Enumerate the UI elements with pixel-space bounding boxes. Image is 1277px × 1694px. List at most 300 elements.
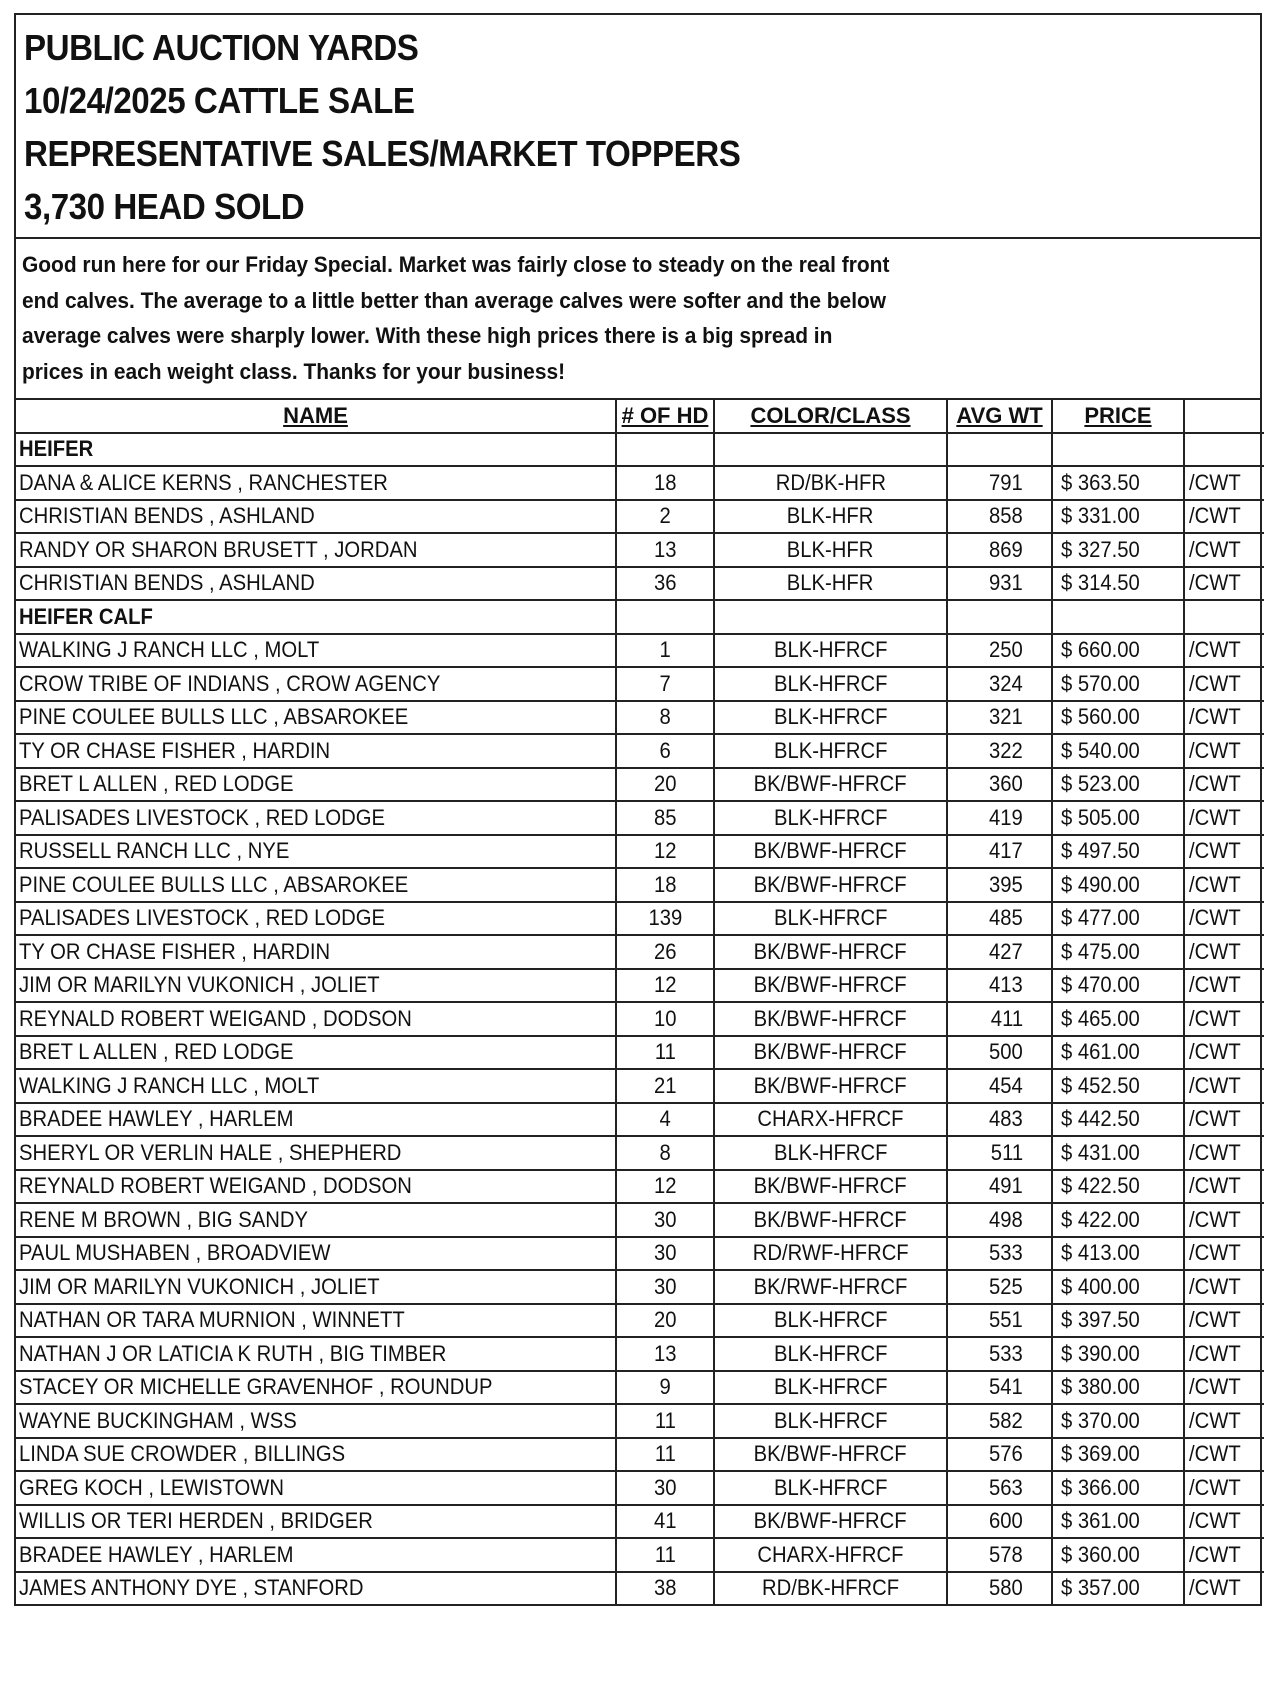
seller-name-cell	[16, 1203, 616, 1237]
avg-weight-cell	[947, 935, 1052, 969]
price-unit: /CWT	[1189, 871, 1241, 897]
color-class: BLK-HFRCF	[773, 1474, 888, 1500]
head-count-cell	[616, 835, 714, 869]
avg-weight-cell	[947, 1438, 1052, 1472]
seller-name: CHRISTIAN BENDS , ASHLAND	[19, 503, 315, 529]
table-row	[16, 835, 1264, 869]
empty-cell	[1184, 433, 1264, 467]
head-count-cell	[616, 1103, 714, 1137]
seller-name-cell	[16, 466, 616, 500]
table-row	[16, 1237, 1264, 1271]
table-row	[16, 1036, 1264, 1070]
column-header-avg-weight: AVG WT	[947, 400, 1052, 433]
head-count: 11	[654, 1407, 676, 1433]
sales-table	[16, 400, 1264, 1604]
seller-name-cell	[16, 1538, 616, 1572]
price-unit-cell	[1184, 902, 1264, 936]
price-unit: /CWT	[1189, 838, 1241, 864]
price-unit-cell	[1184, 1270, 1264, 1304]
avg-weight: 582	[989, 1407, 1023, 1433]
head-count-cell	[616, 868, 714, 902]
seller-name: TY OR CHASE FISHER , HARDIN	[19, 737, 331, 763]
avg-weight: 580	[989, 1575, 1023, 1601]
avg-weight-cell	[947, 1572, 1052, 1605]
head-count-cell	[616, 801, 714, 835]
price-cell	[1052, 969, 1184, 1003]
head-count: 12	[653, 972, 677, 998]
price-cell	[1052, 701, 1184, 735]
seller-name: PINE COULEE BULLS LLC , ABSAROKEE	[19, 704, 409, 730]
price-unit: /CWT	[1189, 1072, 1241, 1098]
seller-name: BRET L ALLEN , RED LODGE	[19, 771, 294, 797]
price: $ 314.50	[1061, 570, 1140, 596]
price-unit: /CWT	[1189, 1039, 1241, 1065]
price-cell	[1052, 1538, 1184, 1572]
color-class-cell	[714, 1438, 947, 1472]
seller-name: BRET L ALLEN , RED LODGE	[19, 1039, 294, 1065]
avg-weight: 525	[989, 1273, 1023, 1299]
avg-weight: 419	[989, 804, 1023, 830]
head-count: 21	[653, 1072, 677, 1098]
seller-name: REYNALD ROBERT WEIGAND , DODSON	[19, 1005, 412, 1031]
head-count-cell	[616, 1404, 714, 1438]
title-auction-yard: PUBLIC AUCTION YARDS	[24, 27, 419, 68]
table-row	[16, 1438, 1264, 1472]
head-count: 6	[659, 737, 671, 763]
table-row	[16, 734, 1264, 768]
seller-name-cell	[16, 1170, 616, 1204]
head-count-cell	[616, 1304, 714, 1338]
seller-name-cell	[16, 835, 616, 869]
price-cell	[1052, 768, 1184, 802]
price-unit-cell	[1184, 1505, 1264, 1539]
avg-weight: 322	[989, 737, 1023, 763]
price-unit: /CWT	[1189, 905, 1241, 931]
table-row	[16, 868, 1264, 902]
price-unit-cell	[1184, 801, 1264, 835]
head-count: 8	[659, 1139, 671, 1165]
color-class-cell	[714, 1237, 947, 1271]
price: $ 560.00	[1061, 704, 1140, 730]
seller-name-cell	[16, 701, 616, 735]
head-count-cell	[616, 902, 714, 936]
price: $ 540.00	[1061, 737, 1140, 763]
avg-weight: 411	[990, 1005, 1023, 1031]
color-class: BK/BWF-HFRCF	[754, 1173, 907, 1199]
avg-weight-cell	[947, 1304, 1052, 1338]
seller-name: TY OR CHASE FISHER , HARDIN	[19, 938, 331, 964]
avg-weight-cell	[947, 801, 1052, 835]
head-count-cell	[616, 533, 714, 567]
price-unit-cell	[1184, 1002, 1264, 1036]
color-class: BK/BWF-HFRCF	[754, 938, 907, 964]
price-unit-cell	[1184, 1103, 1264, 1137]
avg-weight-cell	[947, 1170, 1052, 1204]
price-unit-cell	[1184, 1203, 1264, 1237]
color-class-cell	[714, 1371, 947, 1405]
price-unit-cell	[1184, 1538, 1264, 1572]
price-unit: /CWT	[1189, 1173, 1241, 1199]
price-unit-cell	[1184, 1404, 1264, 1438]
head-count: 2	[659, 503, 671, 529]
head-count-cell	[616, 734, 714, 768]
seller-name-cell	[16, 1572, 616, 1605]
avg-weight: 541	[989, 1374, 1023, 1400]
price-cell	[1052, 567, 1184, 601]
avg-weight: 791	[989, 469, 1023, 495]
color-class: BK/RWF-HFRCF	[753, 1273, 908, 1299]
title-head-sold: 3,730 HEAD SOLD	[24, 186, 305, 227]
column-header-name: NAME	[16, 400, 616, 433]
head-count: 20	[653, 771, 677, 797]
avg-weight-cell	[947, 1404, 1052, 1438]
color-class: BK/BWF-HFRCF	[754, 1005, 907, 1031]
head-count-cell	[616, 1371, 714, 1405]
head-count-cell	[616, 768, 714, 802]
price-cell	[1052, 868, 1184, 902]
seller-name-cell	[16, 801, 616, 835]
color-class: BLK-HFR	[787, 503, 874, 529]
table-row	[16, 768, 1264, 802]
seller-name-cell	[16, 1304, 616, 1338]
column-header-unit	[1184, 400, 1264, 433]
seller-name-cell	[16, 1337, 616, 1371]
head-count-cell	[616, 1438, 714, 1472]
price: $ 490.00	[1061, 871, 1140, 897]
avg-weight: 413	[989, 972, 1023, 998]
table-row	[16, 667, 1264, 701]
head-count: 4	[659, 1106, 671, 1132]
price-unit: /CWT	[1189, 737, 1241, 763]
empty-cell	[947, 600, 1052, 634]
price-unit-cell	[1184, 1170, 1264, 1204]
avg-weight: 485	[989, 905, 1023, 931]
price-unit-cell	[1184, 1237, 1264, 1271]
price-cell	[1052, 1103, 1184, 1137]
seller-name: BRADEE HAWLEY , HARLEM	[19, 1106, 294, 1132]
head-count: 8	[659, 704, 671, 730]
seller-name: REYNALD ROBERT WEIGAND , DODSON	[19, 1173, 412, 1199]
seller-name: NATHAN OR TARA MURNION , WINNETT	[19, 1307, 405, 1333]
head-count-cell	[616, 1069, 714, 1103]
head-count-cell	[616, 935, 714, 969]
color-class-cell	[714, 634, 947, 668]
price-cell	[1052, 1270, 1184, 1304]
price: $ 361.00	[1061, 1508, 1140, 1534]
head-count-cell	[616, 567, 714, 601]
table-row	[16, 567, 1264, 601]
color-class: RD/RWF-HFRCF	[752, 1240, 909, 1266]
seller-name-cell	[16, 1237, 616, 1271]
price: $ 400.00	[1061, 1273, 1140, 1299]
seller-name: GREG KOCH , LEWISTOWN	[19, 1474, 285, 1500]
seller-name-cell	[16, 969, 616, 1003]
table-row	[16, 1304, 1264, 1338]
avg-weight-cell	[947, 1270, 1052, 1304]
head-count: 7	[659, 670, 671, 696]
price-cell	[1052, 667, 1184, 701]
head-count-cell	[616, 634, 714, 668]
price: $ 369.00	[1061, 1441, 1140, 1467]
table-row	[16, 1136, 1264, 1170]
price-unit: /CWT	[1189, 1407, 1241, 1433]
price-unit-cell	[1184, 1371, 1264, 1405]
avg-weight-cell	[947, 1505, 1052, 1539]
avg-weight-cell	[947, 500, 1052, 534]
seller-name: DANA & ALICE KERNS , RANCHESTER	[19, 469, 388, 495]
seller-name-cell	[16, 1505, 616, 1539]
empty-cell	[714, 600, 947, 634]
seller-name-cell	[16, 1136, 616, 1170]
price-unit: /CWT	[1189, 1139, 1241, 1165]
color-class-cell	[714, 835, 947, 869]
head-count-cell	[616, 969, 714, 1003]
table-row	[16, 500, 1264, 534]
price-unit: /CWT	[1189, 637, 1241, 663]
price: $ 465.00	[1061, 1005, 1140, 1031]
seller-name-cell	[16, 667, 616, 701]
avg-weight: 869	[989, 536, 1023, 562]
head-count-cell	[616, 466, 714, 500]
title-sale-date: 10/24/2025 CATTLE SALE	[24, 80, 415, 121]
avg-weight: 578	[989, 1541, 1023, 1567]
sales-table-body	[16, 433, 1264, 1605]
price: $ 360.00	[1061, 1541, 1140, 1567]
price-unit: /CWT	[1189, 1441, 1241, 1467]
price-unit: /CWT	[1189, 704, 1241, 730]
color-class: BK/BWF-HFRCF	[754, 1039, 907, 1065]
color-class-cell	[714, 1103, 947, 1137]
avg-weight-cell	[947, 1538, 1052, 1572]
avg-weight: 533	[989, 1240, 1023, 1266]
head-count: 30	[653, 1206, 677, 1232]
price-cell	[1052, 1170, 1184, 1204]
table-row	[16, 1103, 1264, 1137]
color-class-cell	[714, 466, 947, 500]
seller-name-cell	[16, 734, 616, 768]
price-unit-cell	[1184, 1471, 1264, 1505]
price-cell	[1052, 835, 1184, 869]
seller-name: RANDY OR SHARON BRUSETT , JORDAN	[19, 536, 418, 562]
empty-cell	[714, 433, 947, 467]
color-class: BLK-HFRCF	[773, 704, 888, 730]
table-row	[16, 466, 1264, 500]
head-count-cell	[616, 1538, 714, 1572]
empty-cell	[616, 433, 714, 467]
avg-weight: 931	[989, 570, 1023, 596]
color-class-cell	[714, 868, 947, 902]
price: $ 413.00	[1061, 1240, 1140, 1266]
color-class: CHARX-HFRCF	[757, 1541, 904, 1567]
price: $ 497.50	[1061, 838, 1140, 864]
title-report-type: REPRESENTATIVE SALES/MARKET TOPPERS	[24, 133, 741, 174]
seller-name: WAYNE BUCKINGHAM , WSS	[19, 1407, 297, 1433]
table-row	[16, 634, 1264, 668]
seller-name: WILLIS OR TERI HERDEN , BRIDGER	[19, 1508, 373, 1534]
avg-weight: 324	[989, 670, 1023, 696]
seller-name-cell	[16, 1404, 616, 1438]
table-row	[16, 1203, 1264, 1237]
color-class: BK/BWF-HFRCF	[754, 838, 907, 864]
price-unit: /CWT	[1189, 1575, 1241, 1601]
avg-weight: 511	[990, 1139, 1023, 1165]
seller-name: JAMES ANTHONY DYE , STANFORD	[19, 1575, 364, 1601]
price-unit-cell	[1184, 969, 1264, 1003]
head-count: 11	[654, 1039, 676, 1065]
price-cell	[1052, 634, 1184, 668]
seller-name-cell	[16, 935, 616, 969]
seller-name: JIM OR MARILYN VUKONICH , JOLIET	[19, 1273, 380, 1299]
price-cell	[1052, 902, 1184, 936]
avg-weight-cell	[947, 969, 1052, 1003]
table-row	[16, 902, 1264, 936]
seller-name: SHERYL OR VERLIN HALE , SHEPHERD	[19, 1139, 402, 1165]
head-count-cell	[616, 701, 714, 735]
color-class: BLK-HFRCF	[773, 737, 888, 763]
avg-weight-cell	[947, 634, 1052, 668]
seller-name: PALISADES LIVESTOCK , RED LODGE	[19, 905, 385, 931]
color-class: CHARX-HFRCF	[757, 1106, 904, 1132]
color-class: BK/BWF-HFRCF	[754, 771, 907, 797]
section-header-row	[16, 600, 1264, 634]
head-count-cell	[616, 1002, 714, 1036]
color-class-cell	[714, 1170, 947, 1204]
head-count: 11	[654, 1441, 676, 1467]
price-cell	[1052, 1002, 1184, 1036]
price-unit-cell	[1184, 768, 1264, 802]
empty-cell	[947, 433, 1052, 467]
color-class-cell	[714, 1304, 947, 1338]
avg-weight: 576	[989, 1441, 1023, 1467]
price-cell	[1052, 1304, 1184, 1338]
color-class: BLK-HFRCF	[773, 1139, 888, 1165]
color-class-cell	[714, 1471, 947, 1505]
head-count: 9	[659, 1374, 671, 1400]
seller-name: PALISADES LIVESTOCK , RED LODGE	[19, 804, 385, 830]
color-class-cell	[714, 1069, 947, 1103]
avg-weight-cell	[947, 1471, 1052, 1505]
color-class-cell	[714, 801, 947, 835]
price-unit-cell	[1184, 1337, 1264, 1371]
table-row	[16, 1002, 1264, 1036]
color-class: BLK-HFR	[787, 536, 874, 562]
color-class: RD/BK-HFR	[775, 469, 886, 495]
price-unit: /CWT	[1189, 1240, 1241, 1266]
head-count-cell	[616, 1572, 714, 1605]
head-count: 20	[653, 1307, 677, 1333]
color-class: BK/BWF-HFRCF	[754, 972, 907, 998]
head-count-cell	[616, 500, 714, 534]
price-unit-cell	[1184, 1572, 1264, 1605]
color-class-cell	[714, 1538, 947, 1572]
seller-name: WALKING J RANCH LLC , MOLT	[19, 1072, 320, 1098]
seller-name-cell	[16, 1371, 616, 1405]
price: $ 363.50	[1061, 469, 1140, 495]
empty-cell	[1052, 600, 1184, 634]
table-row	[16, 701, 1264, 735]
column-header-head-count: # OF HD	[616, 400, 714, 433]
price-unit-cell	[1184, 1304, 1264, 1338]
head-count-cell	[616, 1203, 714, 1237]
price-unit: /CWT	[1189, 570, 1241, 596]
price-cell	[1052, 1237, 1184, 1271]
avg-weight-cell	[947, 1036, 1052, 1070]
head-count: 36	[653, 570, 677, 596]
table-row	[16, 533, 1264, 567]
sales-report-sheet	[14, 13, 1262, 1606]
color-class: RD/BK-HFRCF	[761, 1575, 900, 1601]
color-class-cell	[714, 500, 947, 534]
price-unit-cell	[1184, 533, 1264, 567]
color-class-cell	[714, 768, 947, 802]
avg-weight-cell	[947, 868, 1052, 902]
color-class-cell	[714, 1203, 947, 1237]
head-count: 18	[653, 469, 677, 495]
avg-weight-cell	[947, 466, 1052, 500]
price-unit-cell	[1184, 667, 1264, 701]
price-cell	[1052, 1069, 1184, 1103]
price-unit-cell	[1184, 1438, 1264, 1472]
price-cell	[1052, 1404, 1184, 1438]
price-unit: /CWT	[1189, 771, 1241, 797]
price: $ 475.00	[1061, 938, 1140, 964]
price-cell	[1052, 1505, 1184, 1539]
avg-weight-cell	[947, 768, 1052, 802]
color-class: BK/BWF-HFRCF	[754, 1072, 907, 1098]
color-class: BLK-HFRCF	[773, 1374, 888, 1400]
price-unit-cell	[1184, 1036, 1264, 1070]
head-count-cell	[616, 1237, 714, 1271]
avg-weight: 250	[989, 637, 1023, 663]
price: $ 461.00	[1061, 1039, 1140, 1065]
report-title-block	[16, 15, 1260, 239]
price: $ 431.00	[1061, 1139, 1140, 1165]
table-row	[16, 1572, 1264, 1605]
price-cell	[1052, 1371, 1184, 1405]
head-count-cell	[616, 1170, 714, 1204]
avg-weight: 454	[989, 1072, 1023, 1098]
seller-name: RENE M BROWN , BIG SANDY	[19, 1206, 309, 1232]
price: $ 422.00	[1061, 1206, 1140, 1232]
seller-name: PINE COULEE BULLS LLC , ABSAROKEE	[19, 871, 409, 897]
head-count: 139	[648, 905, 682, 931]
price-unit-cell	[1184, 634, 1264, 668]
price: $ 660.00	[1061, 637, 1140, 663]
avg-weight-cell	[947, 1371, 1052, 1405]
color-class: BLK-HFRCF	[773, 905, 888, 931]
color-class-cell	[714, 1337, 947, 1371]
table-row	[16, 801, 1264, 835]
avg-weight-cell	[947, 1069, 1052, 1103]
price-unit: /CWT	[1189, 469, 1241, 495]
color-class-cell	[714, 1572, 947, 1605]
color-class: BLK-HFRCF	[773, 670, 888, 696]
price-cell	[1052, 1036, 1184, 1070]
price: $ 523.00	[1061, 771, 1140, 797]
price-unit: /CWT	[1189, 536, 1241, 562]
price-cell	[1052, 1572, 1184, 1605]
head-count-cell	[616, 1036, 714, 1070]
price-unit: /CWT	[1189, 1307, 1241, 1333]
price-unit: /CWT	[1189, 972, 1241, 998]
avg-weight: 500	[989, 1039, 1023, 1065]
price: $ 470.00	[1061, 972, 1140, 998]
table-row	[16, 1505, 1264, 1539]
head-count: 13	[653, 1340, 677, 1366]
seller-name-cell	[16, 868, 616, 902]
avg-weight-cell	[947, 1337, 1052, 1371]
price-cell	[1052, 1471, 1184, 1505]
